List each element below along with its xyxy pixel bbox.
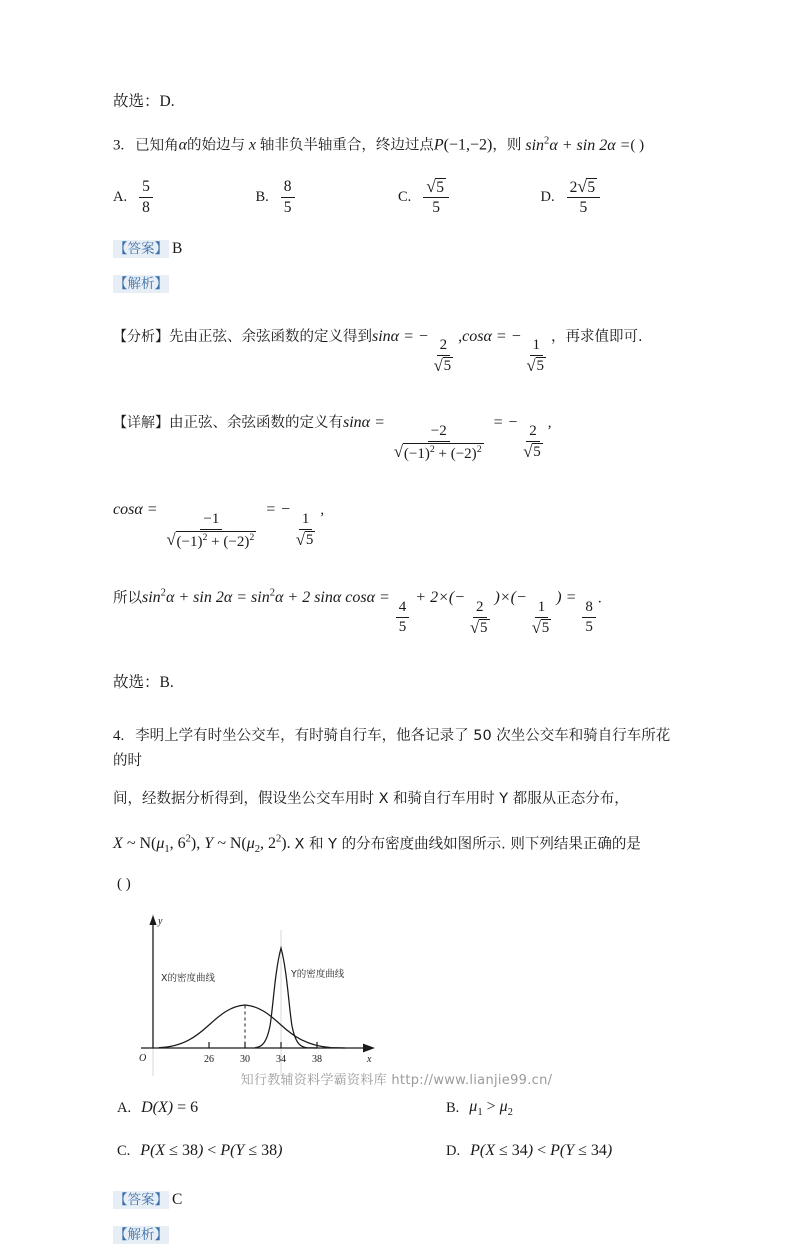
q3-final-line: 故选：B. xyxy=(113,674,174,692)
q4-analysis-row xyxy=(113,1223,683,1246)
q3-answer-row xyxy=(113,237,683,260)
q4-options-row-1 xyxy=(113,1098,683,1118)
q3-option-d[interactable] xyxy=(541,178,684,218)
q4-answer-tag: 【答案】 xyxy=(114,1192,168,1209)
q4-analysis-tag: 【解析】 xyxy=(114,1227,168,1244)
question-4-stem-line-1 xyxy=(113,723,683,774)
q4-answer-row xyxy=(113,1188,683,1211)
x-tick-label-26: 26 xyxy=(204,1053,214,1065)
q3-option-c-value: √ $\frac{5}{5}$ xyxy=(423,178,449,218)
watermark: 知行教辅资料学霸资料库 http://www.lianjie99.cn/ xyxy=(240,1073,553,1088)
q3-fenxi-tag: 【分析】 xyxy=(113,328,169,345)
q3-expression: $\sin^2\alpha + \sin 2\alpha$ = xyxy=(521,135,631,154)
y-axis-arrow-icon xyxy=(149,915,156,925)
q4-option-d-value: P(X ≤ 34) < P(Y ≤ 34) xyxy=(470,1142,613,1160)
x-tick-label-34: 34 xyxy=(276,1053,286,1065)
y-axis-label: y xyxy=(158,915,163,927)
q4-option-a[interactable] xyxy=(113,1098,398,1118)
y-density-curve xyxy=(255,948,317,1048)
q3-xiangjie-tag: 【详解】 xyxy=(113,414,169,431)
q3-option-a[interactable] xyxy=(113,178,256,218)
q3-xiangjie-cos-eq: cosα = −1 √ $(-1)^2 + (-2)^2$ = − 1 √ 5 xyxy=(113,501,320,518)
q3-stem-text-1: 已知角 xyxy=(135,137,179,154)
q4-option-b-value: $\mu_1 > \mu_2$ xyxy=(469,1097,513,1119)
q3-xiangjie-line-1: 【详解】由正弦、余弦函数的定义有sinα = −2 √ $(-1)^2 + (-2)^2$ = − 2 √ 5 , xyxy=(113,410,683,464)
q3-answer-value: B xyxy=(172,240,183,258)
q4-answer-value: C xyxy=(172,1191,183,1209)
origin-label: O xyxy=(139,1052,147,1064)
x-tick-label-38: 38 xyxy=(312,1053,322,1065)
q4-option-c[interactable] xyxy=(113,1142,398,1160)
q3-conclusion-expr: $\sin^2\alpha + \sin 2\alpha = \sin^2\alpha + 2$ sinα cosα = $\frac{4}{5}$ + 2×(− 2 √ 5 )×(− 1 √ 5 ) = $\frac{8}{5}$ xyxy=(142,589,598,606)
q4-option-d-label: D. xyxy=(446,1142,461,1159)
q4-distribution-math: X ~ $N(\mu_1$, $6^2$), Y ~ $N(\mu_2$, $2^2$). xyxy=(113,833,291,856)
q3-analysis-row xyxy=(113,272,683,295)
q3-option-c[interactable] xyxy=(398,178,541,218)
q3-alpha-1: α xyxy=(178,136,188,154)
q3-answer-tag: 【答案】 xyxy=(114,241,168,258)
q3-fenxi-cos: cosα = − 1 √ 5 xyxy=(462,328,551,345)
q3-point-P: P(−1,−2) xyxy=(433,136,493,154)
q4-stem-text-3: X 和 Y 的分布密度曲线如图所示. 则下列结果正确的是 xyxy=(294,836,641,853)
q4-option-a-label: A. xyxy=(117,1099,132,1116)
q3-option-c-label: C. xyxy=(398,188,412,205)
question-3-number: 3. xyxy=(113,137,125,154)
q3-stem-text-4: ，则 xyxy=(492,137,522,154)
q3-option-a-value: $\frac{5}{8}$ xyxy=(139,178,153,217)
q3-fenxi-text-1: 先由正弦、余弦函数的定义得到 xyxy=(169,328,372,345)
q3-conclusion: 所以$\sin^2\alpha + \sin 2\alpha = \sin^2\alpha + 2$ sinα cosα = $\frac{4}{5}$ + 2×(− 2 √ 5 )×(− 1 √ 5 ) = $\frac{8}{5}$ . xyxy=(113,585,683,637)
q4-option-b-label: B. xyxy=(446,1099,460,1116)
q3-x-var: x xyxy=(248,136,257,154)
x-axis-arrow-icon xyxy=(363,1044,375,1053)
q3-fenxi-sin: sinα = − 2 √ 5 xyxy=(372,328,458,345)
q4-option-d[interactable] xyxy=(398,1142,683,1160)
question-4-number: 4. xyxy=(113,727,125,744)
q3-conclusion-prefix: 所以 xyxy=(113,590,142,607)
sqrt-icon: √ 5 xyxy=(423,178,449,199)
q3-xiangjie-sin-eq: sinα = −2 √ $(-1)^2 + (-2)^2$ = − 2 √ 5 xyxy=(343,414,548,431)
q3-option-b[interactable] xyxy=(256,178,399,218)
question-4-stem-line-2 xyxy=(113,786,683,811)
q3-option-b-value: $\frac{8}{5}$ xyxy=(281,178,295,217)
q3-analysis-tag: 【解析】 xyxy=(114,276,168,293)
q4-stem-text-2: 间，经数据分析得到，假设坐公交车用时 X 和骑自行车用时 Y 都服从正态分布， xyxy=(113,790,629,807)
q4-options-row-2 xyxy=(113,1142,683,1160)
q4-option-c-label: C. xyxy=(117,1142,131,1159)
normal-distribution-figure xyxy=(131,908,391,1078)
q3-option-b-label: B. xyxy=(255,188,269,205)
question-4-stem-line-3 xyxy=(113,831,683,859)
q4-option-c-value: P(X ≤ 38) < P(Y ≤ 38) xyxy=(140,1142,283,1160)
q3-fenxi-text-2: ，再求值即可. xyxy=(551,328,643,345)
q4-stem-text-1: 李明上学有时坐公交车，有时骑自行车，他各记录了 50 次坐公交车和骑自行车所花的时 xyxy=(113,727,671,770)
q3-xiangjie-line-2: cosα = −1 √ $(-1)^2 + (-2)^2$ = − 1 √ 5 , xyxy=(113,497,683,551)
q3-option-d-label: D. xyxy=(540,188,555,205)
x-density-curve xyxy=(159,1005,345,1048)
q4-option-b[interactable] xyxy=(398,1098,683,1118)
question-3-stem xyxy=(113,133,683,157)
q4-option-a-value: D(X) = 6 xyxy=(141,1099,199,1116)
q3-options xyxy=(113,178,683,218)
q3-xiangjie-text-1: 由正弦、余弦函数的定义有 xyxy=(169,414,343,431)
density-curves-chart xyxy=(131,908,391,1078)
q3-answer-parens: ( ) xyxy=(630,137,645,154)
x-curve-annotation: X的密度曲线 xyxy=(161,972,216,984)
q3-fenxi: 【分析】先由正弦、余弦函数的定义得到sinα = − 2 √ 5 ,cosα = − 1 √ 5 ，再求值即可. xyxy=(113,324,683,376)
q3-option-d-value: $\frac{2 √ 5}{5}$ xyxy=(567,178,601,218)
q3-option-a-label: A. xyxy=(113,188,128,205)
q3-stem-text-2: 的始边与 xyxy=(187,137,246,154)
x-tick-label-30: 30 xyxy=(240,1053,250,1065)
q3-stem-text-3: 轴非负半轴重合，终边过点 xyxy=(259,137,434,154)
q4-answer-parens: ( ) xyxy=(117,875,131,892)
x-axis-label: x xyxy=(367,1053,372,1065)
prev-answer-line: 故选：D. xyxy=(113,93,175,110)
y-curve-annotation: Y的密度曲线 xyxy=(291,968,345,980)
